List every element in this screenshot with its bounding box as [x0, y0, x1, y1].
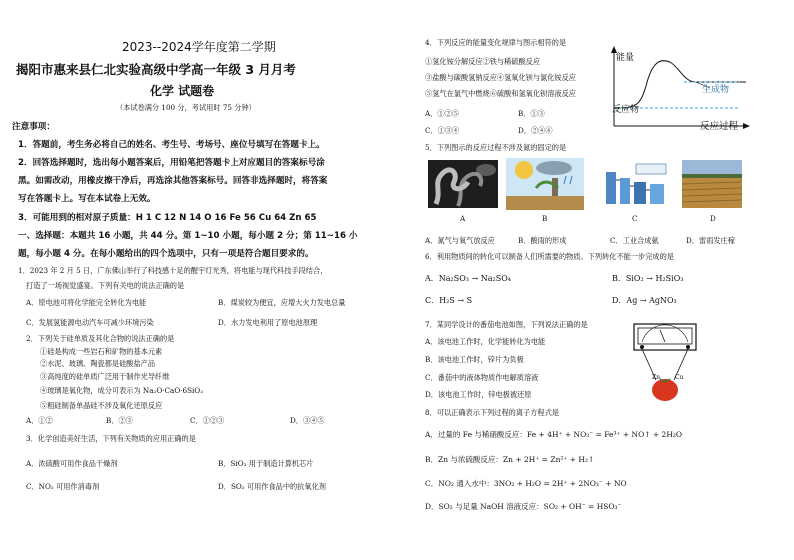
- q2-item-1: ①硅是构成一些岩石和矿物的基本元素: [40, 347, 163, 356]
- q4-option-a: A．①②⑤: [425, 109, 459, 118]
- q8-option-b: B．Zn 与浓硫酸反应：Zn + 2H⁺ = Zn²⁺ + H₂↑: [425, 455, 595, 464]
- q5-image-a: [428, 160, 498, 208]
- section1-line2: 题，每小题 4 分。在每小题给出的四个选项中，只有一项是符合题目要求的。: [18, 249, 314, 259]
- notes-title: 注意事项：: [12, 122, 55, 132]
- q8-option-d: D．SO₂ 与足量 NaOH 溶液反应：SO₂ + OH⁻ = HSO₃⁻: [425, 502, 622, 511]
- q5-option-b: B．酸雨的形成: [518, 236, 567, 245]
- note-2a: 2．回答选择题时，选出每小题答案后，用铅笔把答题卡上对应题目的答案标号涂: [18, 158, 325, 168]
- q4-item-1: ①氢化铵分解反应②铁与稀硫酸反应: [425, 57, 541, 66]
- q6-option-d: D．Ag → AgNO₃: [612, 296, 677, 305]
- school-line: 揭阳市惠来县仁北实验高级中学高一年级 3 月月考: [16, 62, 296, 77]
- q2-item-2: ②水泥、玻璃、陶瓷都是硅酸盐产品: [40, 359, 156, 368]
- q1-stem1: 1．2023 年 2 月 5 日，广东佛山举行了科技感十足的醒宇灯光秀，将电能与现代科技手段结合，: [18, 266, 328, 275]
- q3-option-d: D．SO₂ 可用作食品中的抗氧化剂: [218, 482, 326, 491]
- q4-option-c: C．①③④: [425, 126, 460, 135]
- q6-option-c: C．H₂S → S: [425, 296, 473, 305]
- q8-option-c: C．NO₂ 通入水中：3NO₂ + H₂O = 2H⁺ + 2NO₃⁻ + NO: [425, 479, 627, 488]
- q5-label-a: A: [460, 214, 466, 223]
- note-2c: 写在答题卡上。写在本试卷上无效。: [18, 194, 156, 204]
- q2-item-5: ⑤粗硅制备单晶硅不涉及氧化还原反应: [40, 401, 163, 410]
- q2-option-b: B．②③: [106, 416, 133, 425]
- smoke-photo: [428, 160, 498, 208]
- note-1: 1．答题前，考生务必将自己的姓名、考生号、考场号、座位号填写在答题卡上。: [18, 140, 325, 150]
- q2-item-4: ④玻璃是氧化物，成分可表示为 Na₂O·CaO·6SiO₂: [40, 386, 204, 395]
- q5-label-d: D: [710, 214, 716, 223]
- q5-image-c: [600, 160, 670, 208]
- q5-image-b: [506, 158, 584, 210]
- q3-stem: 3．化学创造美好生活，下列有关物质的应用正确的是: [26, 434, 196, 443]
- section1-line1: 一、选择题：本题共 16 小题，共 44 分。第 1~10 小题，每小题 2 分；第 11~16 小: [18, 231, 358, 241]
- q8-option-a: A．过量的 Fe 与稀硝酸反应：Fe + 4H⁺ + NO₃⁻ = Fe³⁺ + NO↑ + 2H₂O: [425, 430, 683, 439]
- graph-y-label: 能量: [616, 53, 635, 63]
- q5-image-d: [682, 160, 742, 208]
- cu-label: Cu: [675, 374, 684, 381]
- q3-option-c: C．NO₂ 可用作消毒剂: [26, 482, 100, 491]
- q4-stem: 4．下列反应的能量变化规律与图示相符的是: [425, 38, 567, 47]
- q1-stem2: 打造了一场视觉盛宴。下列有关电的说法正确的是: [26, 281, 185, 290]
- q2-item-3: ③高纯度的硅单质广泛用于制作光导纤维: [40, 372, 170, 381]
- graph-product-label: 生成物: [702, 85, 730, 95]
- q6-stem: 6．利用物质间的转化可以制备人们所需要的物质。下列转化不能一步完成的是: [425, 252, 674, 261]
- q7-option-a: A．该电池工作时，化学能转化为电能: [425, 337, 546, 346]
- q1-option-c: C．发展氢能源电动汽车可减少环境污染: [26, 318, 154, 327]
- acid-rain-illustration: [506, 158, 584, 210]
- subject-line: 化学 试题卷: [150, 84, 215, 98]
- q7-option-b: B．该电池工作时，锌片为负极: [425, 355, 524, 364]
- q1-option-d: D．水力发电利用了原电池原理: [218, 318, 318, 327]
- field-photo: [682, 160, 742, 208]
- q7-option-d: D．该电池工作时，锌电极被还原: [425, 390, 532, 399]
- note-2b: 黑。如需改动，用橡皮擦干净后，再选涂其他答案标号。回答非选择题时，将答案: [18, 176, 328, 186]
- q8-stem: 8．可以正确表示下列过程的离子方程式是: [425, 408, 559, 417]
- q1-option-a: A．原电池可将化学能完全转化为电能: [26, 298, 147, 307]
- q5-stem: 5．下列图示的反应过程不涉及氮的固定的是: [425, 143, 567, 152]
- q5-option-d: D．雷雨发庄稼: [686, 236, 735, 245]
- year-line: 2023--2024学年度第二学期: [122, 40, 276, 54]
- q2-option-d: D．③④⑤: [290, 416, 325, 425]
- q7-option-c: C．番茄中的液体物质作电解质溶液: [425, 373, 539, 382]
- q4-option-d: D．②④⑥: [518, 126, 553, 135]
- score-note: （本试卷满分 100 分，考试用时 75 分钟）: [116, 103, 256, 112]
- q5-option-c: C．工业合成氨: [610, 236, 659, 245]
- q3-option-a: A．浓硫酸可用作食品干燥剂: [26, 459, 118, 468]
- q2-option-c: C．①②③: [190, 416, 225, 425]
- q1-option-b: B．煤炭较为便宜，应增大火力发电总量: [218, 298, 346, 307]
- graph-x-label: 反应过程: [700, 121, 739, 132]
- ammonia-plant-diagram: [600, 160, 670, 208]
- q4-item-3: ⑤氢气在氯气中燃烧⑥硫酸和氢氧化钡溶液反应: [425, 89, 576, 98]
- q3-option-b: B．SiO₂ 用于制造计算机芯片: [218, 459, 314, 468]
- q7-stem: 7．某同学设计的番茄电池如图，下列说法正确的是: [425, 320, 588, 329]
- q2-stem: 2．下列关于硅单质及其化合物的说法正确的是: [26, 334, 175, 343]
- q2-option-a: A．①②: [26, 416, 53, 425]
- tomato-battery-figure: [630, 322, 700, 406]
- q4-item-2: ③盐酸与碳酸氢钠反应④氢氧化钡与氯化铵反应: [425, 73, 576, 82]
- q5-option-a: A．氮气与氧气放反应: [425, 236, 495, 245]
- q5-label-c: C: [632, 214, 638, 223]
- note-3: 3．可能用到的相对原子质量：H 1 C 12 N 14 O 16 Fe 56 Cu 64 Zn 65: [18, 213, 317, 223]
- zn-label: Zn: [652, 374, 661, 381]
- q6-option-a: A．Na₂SO₃ → Na₂SO₄: [425, 274, 512, 283]
- graph-reactant-label: 反应物: [612, 105, 640, 115]
- q6-option-b: B．SiO₂ → H₂SiO₃: [612, 274, 684, 283]
- q4-option-b: B．①③: [518, 109, 545, 118]
- q5-label-b: B: [542, 214, 548, 223]
